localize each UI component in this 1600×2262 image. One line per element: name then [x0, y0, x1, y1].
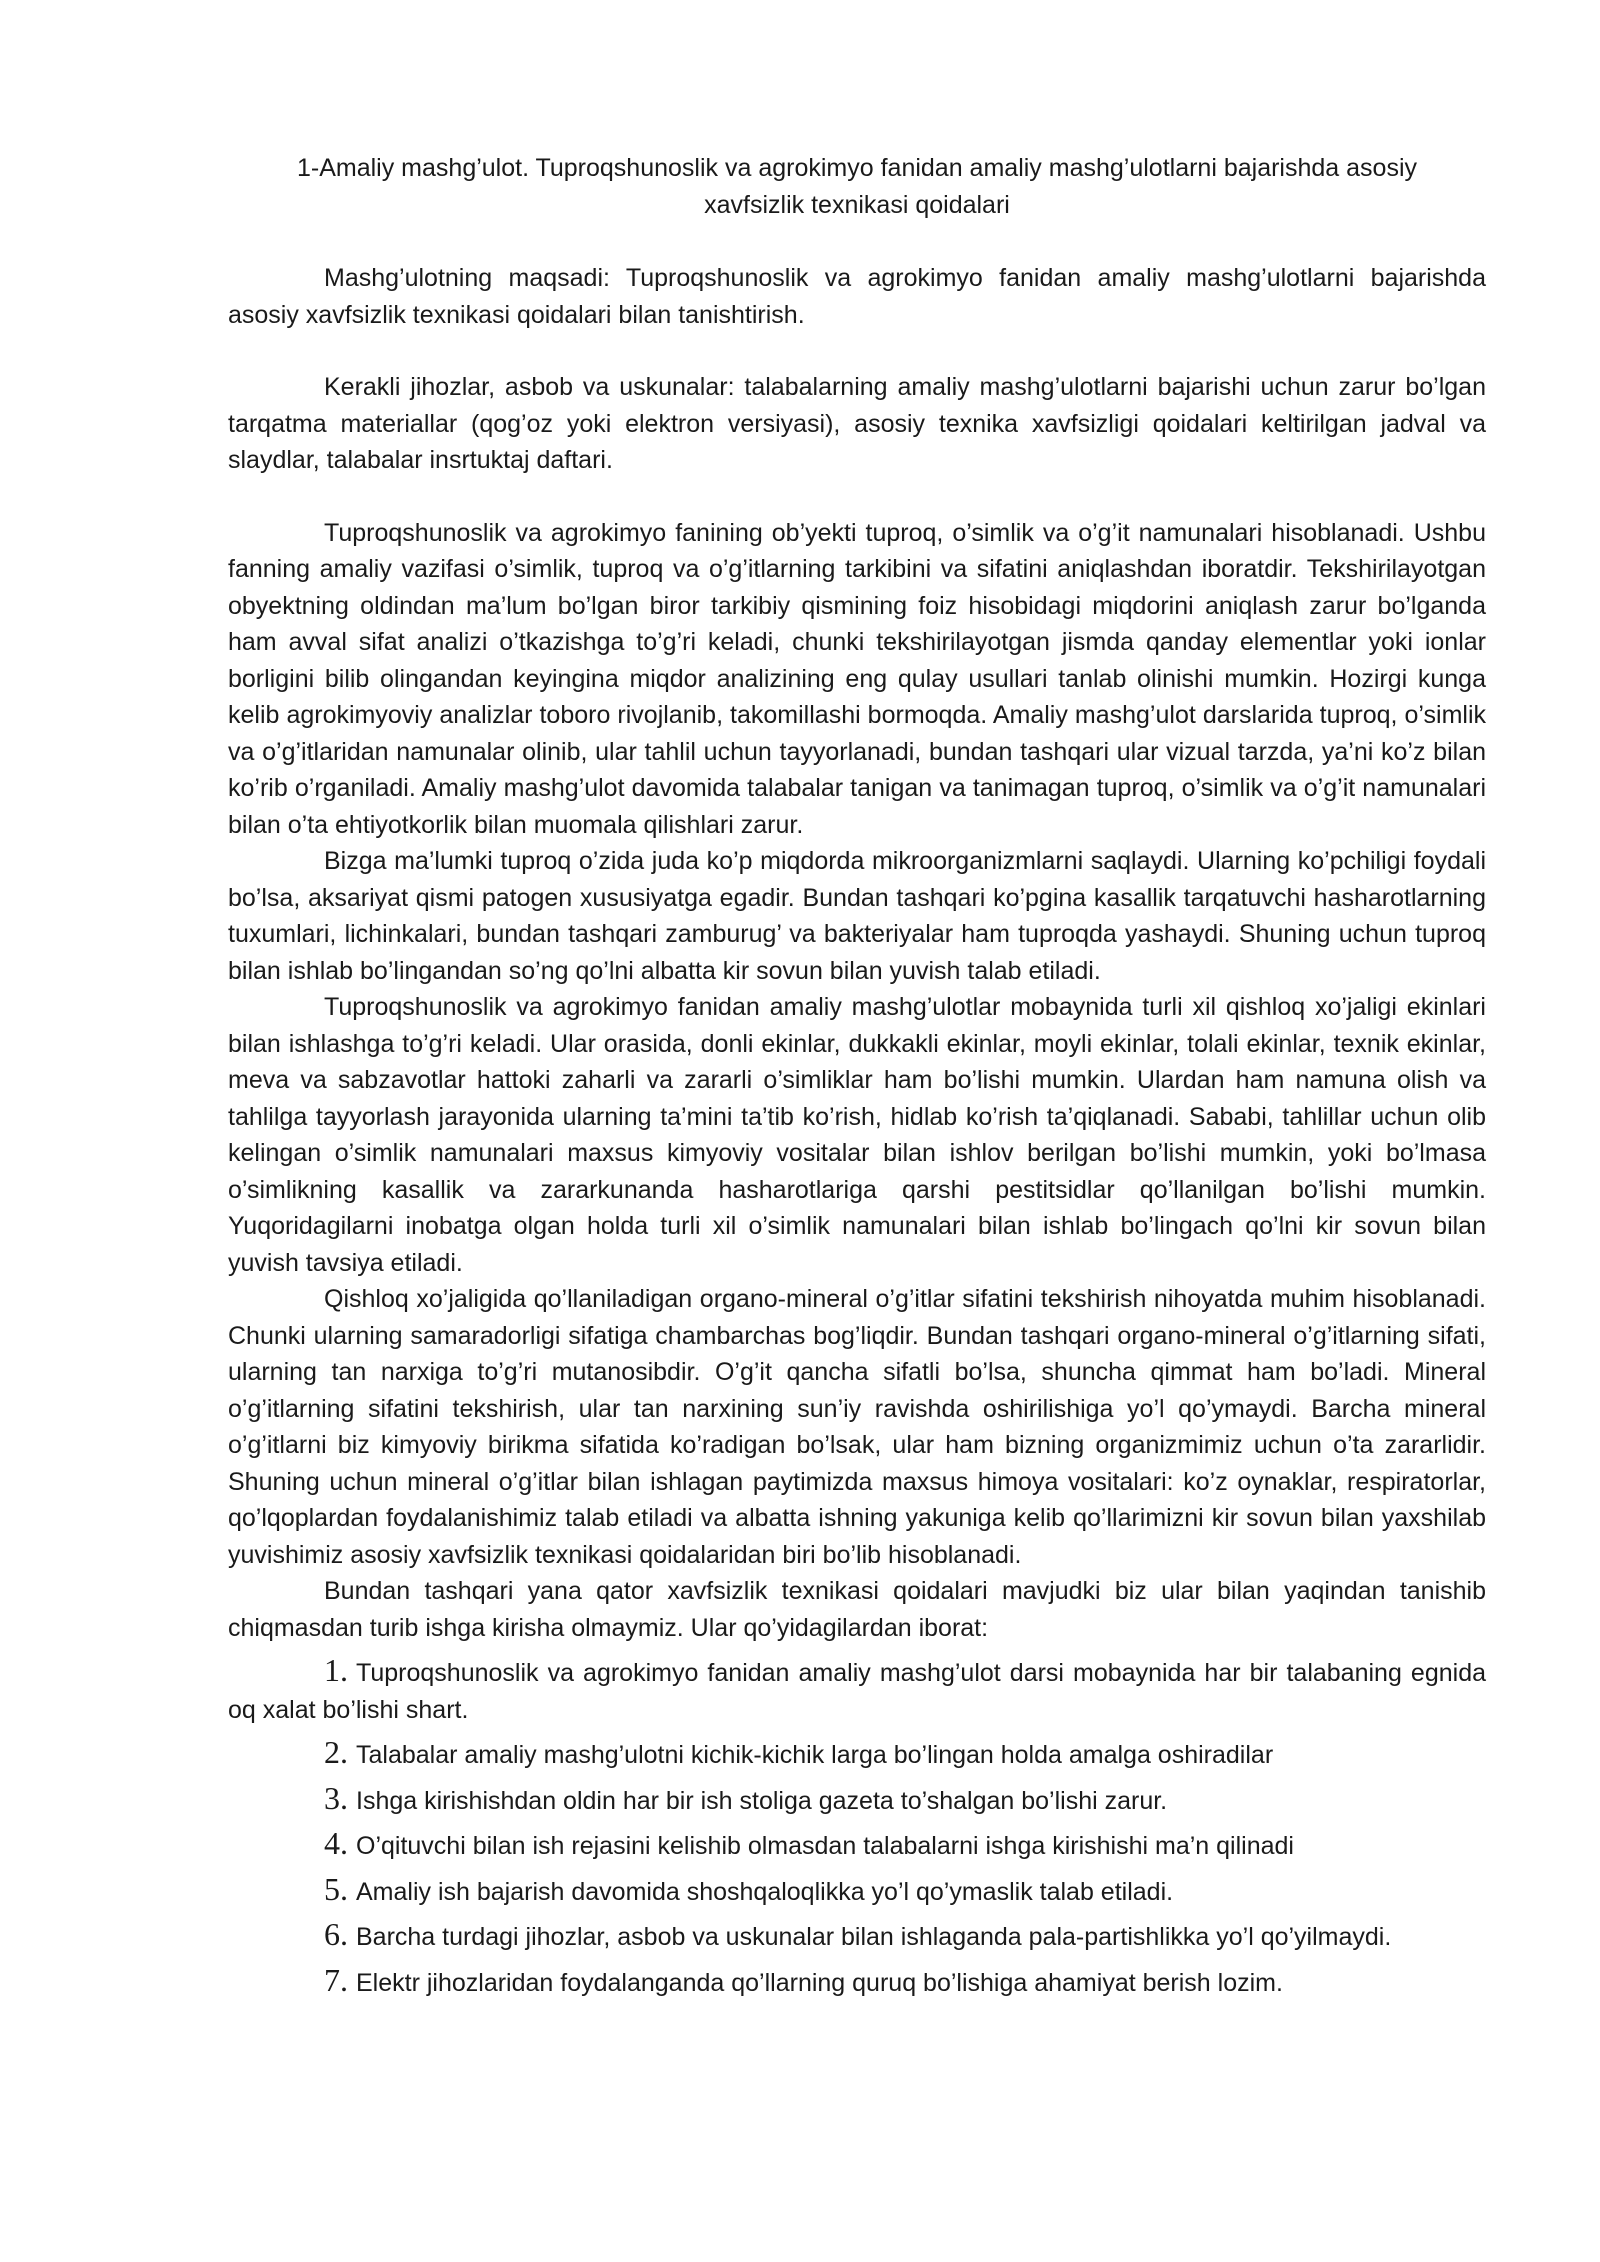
paragraph-rules-intro: Bundan tashqari yana qator xavfsizlik texnikasi qoidalari mavjudki biz ular bilan yaqindan tanishib chiqmasdan turib ishga kirisha olmaymiz. Ular qo’yidagilardan iborat: — [228, 1577, 1486, 1642]
title-line-1: 1-Amaliy mashg’ulot. Tuproqshunoslik va agrokimyo fanidan amaliy mashg’ulotlarni bajarishda asosiy — [297, 154, 1417, 182]
list-item-text: Amaliy ish bajarish davomida shoshqaloqlikka yo’l qo’ymaslik talab etiladi. — [356, 1877, 1174, 1906]
list-item — [228, 1962, 1486, 2002]
list-item-number: 6. — [324, 1916, 348, 1952]
list-item — [228, 1916, 1486, 1956]
list-item-text: Barcha turdagi jihozlar, asbob va uskunalar bilan ishlaganda pala-partishlikka yo’l qo’yilmaydi. — [356, 1923, 1392, 1951]
list-item-number: 5. — [324, 1870, 348, 1907]
document-title — [228, 150, 1486, 224]
list-item-number: 3. — [324, 1779, 348, 1816]
paragraph-fertilizers: Qishloq xo’jaligida qo’llaniladigan organo-mineral o’g’itlar sifatini tekshirish nihoyatda muhim hisoblanadi. Chunki ularning samaradorligi sifatiga chambarchas bog’liqdir. Bundan tashqari organo-mineral o’g’itlarning sifati, ularning tan narxiga to’g’ri mutanosibdir. O’g’it qancha sifatli bo’lsa, shuncha qimmat ham bo’ladi. Mineral o’g’itlarning sifatini tekshirish, ular tan narxining sun’iy ravishda oshirilishiga yo’l qo’ymaydi. Barcha mineral o’g’itlarni biz kimyoviy birikma sifatida ko’radigan bo’lsak, ular ham bizning organizmimiz uchun o’ta zararlidir. Shuning uchun mineral o’g’itlar bilan ishlagan paytimizda maxsus himoya vositalari: ko’z oynaklar, respiratorlar, qo’lqoplardan foydalanishimiz talab etiladi va albatta ishning yakuniga kelib qo’llarimizni kir sovun bilan yaxshilab yuvishimiz asosiy xavfsizlik texnikasi qoidalaridan biri bo’lib hisoblanadi. — [228, 1285, 1486, 1569]
list-item-text: Elektr jihozlaridan foydalanganda qo’llarning quruq bo’lishiga ahamiyat berish lozim. — [356, 1968, 1283, 1997]
list-item-number: 1. — [324, 1652, 348, 1688]
safety-rules-list — [228, 1652, 1486, 2001]
list-item — [228, 1734, 1486, 1774]
paragraph-goal: Mashg’ulotning maqsadi: Tuproqshunoslik va agrokimyo fanidan amaliy mashg’ulotlarni bajarishda asosiy xavfsizlik texnikasi qoidalari bilan tanishtirish. — [228, 264, 1486, 329]
list-item-text: Ishga kirishishdan oldin har bir ish stoliga gazeta to’shalgan bo’lishi zarur. — [356, 1786, 1168, 1815]
title-line-2: xavfsizlik texnikasi qoidalari — [704, 191, 1010, 219]
list-item-text: Tuproqshunoslik va agrokimyo fanidan amaliy mashg’ulot darsi mobaynida har bir talabaning egnida oq xalat bo’lishi shart. — [228, 1659, 1486, 1724]
list-item-number: 7. — [324, 1961, 348, 1998]
list-item-number: 2. — [324, 1734, 348, 1770]
list-item-number: 4. — [324, 1825, 348, 1861]
paragraph-objects: Tuproqshunoslik va agrokimyo fanining ob’yekti tuproq, o’simlik va o’g’it namunalari hisoblanadi. Ushbu fanning amaliy vazifasi o’simlik, tuproq va o’g’itlarning tarkibini va sifatini aniqlashdan iboratdir. Tekshirilayotgan obyektning oldindan ma’lum bo’lgan biror tarkibiy qismining foiz hisobidagi miqdorini aniqlash zarur bo’lganda ham avval sifat analizi o’tkazishga to’g’ri keladi, chunki tekshirilayotgan jismda qanday elementlar yoki ionlar borligini bilib olingandan keyingina miqdor analizining eng qulay usullari tanlab olinishi mumkin. Hozirgi kunga kelib agrokimyoviy analizlar toboro rivojlanib, takomillashi bormoqda. Amaliy mashg’ulot darslarida tuproq, o’simlik va o’g’itlaridan namunalar olinib, ular tahlil uchun tayyorlanadi, bundan tashqari ular vizual tarzda, ya’ni ko’z bilan ko’rib o’rganiladi. Amaliy mashg’ulot davomida talabalar tanigan va tanimagan tuproq, o’simlik va o’g’it namunalari bilan o’ta ehtiyotkorlik bilan muomala qilishlari zarur. — [228, 518, 1486, 839]
paragraph-equipment: Kerakli jihozlar, asbob va uskunalar: talabalarning amaliy mashg’ulotlarni bajarishi uchun zarur bo’lgan tarqatma materiallar (qog’oz yoki elektron versiyasi), asosiy texnika xavfsizligi qoidalari keltirilgan jadval va slaydlar, talabalar insrtuktaj daftari. — [228, 373, 1486, 474]
list-item — [228, 1780, 1486, 1820]
list-item-text: Talabalar amaliy mashg’ulotni kichik-kichik larga bo’lingan holda amalga oshiradilar — [356, 1741, 1274, 1769]
list-item-text: O’qituvchi bilan ish rejasini kelishib olmasdan talabalarni ishga kirishishi ma’n qilinadi — [356, 1832, 1294, 1860]
list-item — [228, 1825, 1486, 1865]
paragraph-microorganisms: Bizga ma’lumki tuproq o’zida juda ko’p miqdorda mikroorganizmlarni saqlaydi. Ularning ko’pchiligi foydali bo’lsa, aksariyat qismi patogen xususiyatga egadir. Bundan tashqari ko’pgina kasallik tarqatuvchi hasharotlarning tuxumlari, lichinkalari, bundan tashqari zamburug’ va bakteriyalar ham tuproqda yashaydi. Shuning uchun tuproq bilan ishlab bo’lingandan so’ng qo’lni albatta kir sovun bilan yuvish talab etiladi. — [228, 847, 1486, 985]
document-body — [228, 150, 1486, 2001]
list-item — [228, 1871, 1486, 1911]
list-item — [228, 1652, 1486, 1728]
paragraph-crops: Tuproqshunoslik va agrokimyo fanidan amaliy mashg’ulotlar mobaynida turli xil qishloq xo’jaligi ekinlari bilan ishlashga to’g’ri keladi. Ular orasida, donli ekinlar, dukkakli ekinlar, moyli ekinlar, tolali ekinlar, texnik ekinlar, meva va sabzavotlar hattoki zaharli va zararli o’simliklar ham bo’lishi mumkin. Ulardan ham namuna olish va tahlilga tayyorlash jarayonida ularning ta’mini ta’tib ko’rish, hidlab ko’rish ta’qiqlanadi. Sababi, tahlillar uchun olib kelingan o’simlik namunalari maxsus kimyoviy vositalar bilan ishlov berilgan bo’lishi mumkin, yoki bo’lmasa o’simlikning kasallik va zararkunanda hasharotlariga qarshi pestitsidlar qo’llanilgan bo’lishi mumkin. Yuqoridagilarni inobatga olgan holda turli xil o’simlik namunalari bilan ishlab bo’lingach qo’lni kir sovun bilan yuvish tavsiya etiladi. — [228, 993, 1486, 1277]
